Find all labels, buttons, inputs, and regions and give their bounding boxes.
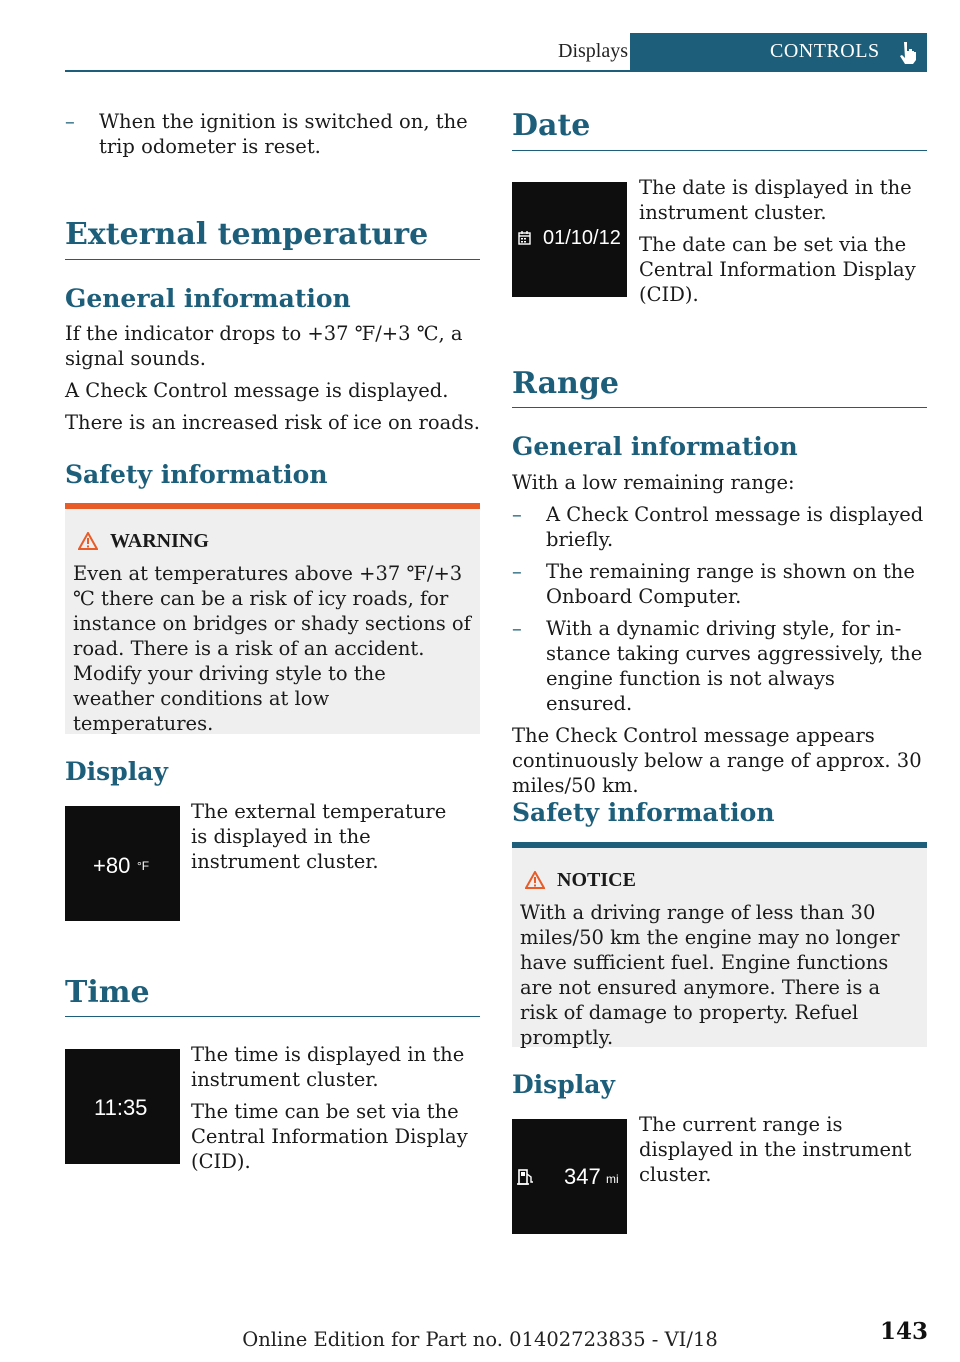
warning-triangle-icon	[78, 532, 98, 550]
range-intro: With a low remaining range:	[512, 471, 795, 494]
range-display-image	[512, 1119, 627, 1234]
time-display-image	[65, 1049, 180, 1164]
range-general-body	[512, 470, 927, 798]
warning-title	[78, 529, 472, 554]
warning-triangle-icon	[525, 871, 545, 889]
temp-image-unit: °F	[137, 859, 150, 873]
fuel-pump-icon	[517, 1168, 535, 1186]
ext-temp-p2: A Check Control message is displayed.	[65, 379, 449, 402]
temp-image-value: +80	[93, 853, 131, 878]
ext-temp-p3: There is an increased risk of ice on roads.	[65, 411, 480, 434]
range-safety-heading: Safety information	[512, 798, 775, 827]
calendar-icon	[518, 231, 531, 245]
time-rule	[65, 1016, 480, 1017]
warning-box	[65, 503, 480, 734]
date-rule	[512, 150, 927, 151]
time-body	[191, 1042, 476, 1174]
header-rule	[65, 70, 927, 72]
date-p2: The date can be set via the Central Information Display (CID).	[639, 233, 916, 306]
notice-label: NOTICE	[557, 869, 636, 891]
range-image-value: 347	[564, 1164, 601, 1189]
date-p1: The date is displayed in the instrument cluster.	[639, 176, 912, 224]
left-column	[65, 109, 480, 159]
warning-text: Even at temperatures above +37 ℉/+3 ℃ there can be a risk of icy roads, for instance on bridges or shady sections of road. There is a risk of an accident. Modify your driving style to the weather conditions at low temperatures.	[73, 562, 471, 735]
ext-temp-general-body	[65, 321, 480, 435]
date-image-value: 01/10/12	[543, 227, 621, 249]
date-display-image	[512, 182, 627, 297]
range-heading: Range	[512, 366, 619, 401]
date-heading: Date	[512, 108, 591, 143]
range-bullet-3: – With a dynamic driving style, for instance taking curves aggressively, the engine function is not always ensured.	[512, 616, 927, 716]
header-chapter-title: CONTROLS	[770, 40, 880, 62]
ext-temp-p1: If the indicator drops to +37 ℉/+3 ℃, a signal sounds.	[65, 322, 463, 370]
page-number: 143	[880, 1318, 929, 1345]
temperature-display-image	[65, 806, 180, 921]
time-image-value: 11:35	[94, 1095, 148, 1120]
notice-box	[512, 842, 927, 1047]
hand-pointer-icon	[898, 40, 920, 64]
ext-temp-display-heading: Display	[65, 757, 168, 786]
warning-label: WARNING	[110, 530, 209, 552]
range-display-heading: Display	[512, 1070, 615, 1099]
ext-temp-general-heading: General information	[65, 284, 351, 313]
intro-bullet: – When the ignition is switched on, the trip odometer is reset.	[65, 109, 480, 159]
range-end-paragraph: The Check Control message appears continuously below a range of approx. 30 miles/50 km.	[512, 724, 922, 797]
ext-temp-heading: External temperature	[65, 217, 429, 252]
ext-temp-safety-heading: Safety information	[65, 460, 328, 489]
date-body	[639, 175, 929, 307]
range-display-text: The current range is displayed in the instrument cluster.	[639, 1113, 912, 1186]
range-general-heading: General information	[512, 432, 798, 461]
notice-text: With a driving range of less than 30 miles/50 km the engine may no longer have sufficient fuel. Engine functions are not ensured anymore. There is a risk of damage to property. Refuel promptly.	[520, 901, 900, 1049]
header-chapter-tab	[630, 33, 927, 70]
range-rule	[512, 407, 927, 408]
range-bullet-2: – The remaining range is shown on the Onboard Computer.	[512, 559, 927, 609]
ext-temp-display-text: The external temperature is displayed in the instrument cluster.	[191, 800, 447, 873]
time-p2: The time can be set via the Central Information Display (CID).	[191, 1100, 468, 1173]
range-bullet-1: – A Check Control message is displayed briefly.	[512, 502, 927, 552]
time-p1: The time is displayed in the instrument cluster.	[191, 1043, 465, 1091]
footer-edition: Online Edition for Part no. 01402723835 - VI/18	[242, 1328, 718, 1351]
time-heading: Time	[65, 975, 150, 1010]
notice-title	[525, 868, 919, 893]
header-section-title: Displays	[558, 40, 628, 62]
ext-temp-rule	[65, 259, 480, 260]
range-image-unit: mi	[606, 1172, 619, 1186]
